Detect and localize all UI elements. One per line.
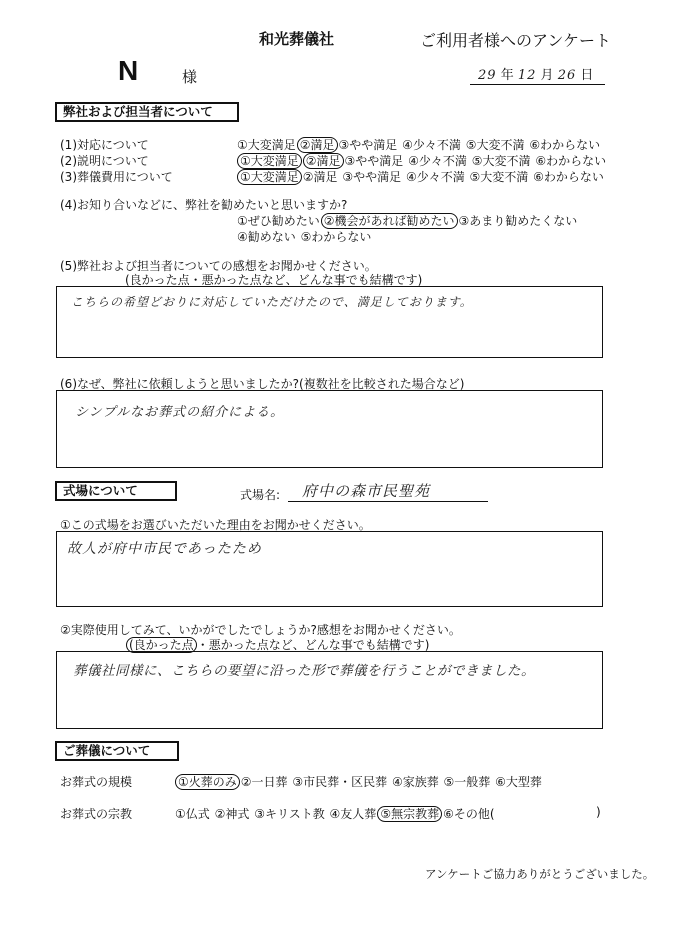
q3-option-2[interactable]: ②満足 bbox=[302, 170, 338, 184]
section-heading-venue: 式場について bbox=[55, 481, 177, 501]
q1-option-3[interactable]: ③やや満足 bbox=[338, 138, 398, 152]
religion-option-6[interactable]: ⑥その他( bbox=[443, 807, 495, 821]
date-month: 12 bbox=[517, 68, 537, 83]
q2-option-1-selected[interactable]: ①大変満足 bbox=[237, 153, 302, 169]
scale-options bbox=[175, 773, 543, 790]
q3-label: (3)葬儀費用について bbox=[60, 170, 173, 184]
thanks-message: アンケートご協力ありがとうございました。 bbox=[425, 867, 655, 881]
survey-title: ご利用者様へのアンケート bbox=[420, 31, 612, 50]
date-day: 26 bbox=[557, 68, 577, 83]
q5-answer-box[interactable] bbox=[56, 286, 603, 358]
q1-option-6[interactable]: ⑥わからない bbox=[529, 138, 601, 152]
q2-label: (2)説明について bbox=[60, 154, 149, 168]
venue-q2-note-circled: (良かった点 bbox=[126, 637, 197, 653]
q4-question: (4)お知り合いなどに、弊社を勧めたいと思いますか? bbox=[60, 198, 348, 212]
scale-option-4[interactable]: ④家族葬 bbox=[391, 775, 439, 789]
q1-option-5[interactable]: ⑤大変不満 bbox=[465, 138, 525, 152]
q4-option-1[interactable]: ①ぜひ勧めたい bbox=[237, 214, 320, 228]
venue-value[interactable]: 府中の森市民聖苑 bbox=[302, 482, 431, 500]
venue-q2-answer: 葬儀社同様に、こちらの要望に沿った形で葬儀を行うことができました。 bbox=[73, 663, 535, 679]
q6-question: (6)なぜ、弊社に依頼しようと思いましたか?(複数社を比較された場合など) bbox=[60, 377, 465, 391]
q1-options bbox=[237, 136, 601, 153]
scale-option-1-selected[interactable]: ①火葬のみ bbox=[175, 774, 240, 790]
venue-q2-answer-box[interactable] bbox=[56, 651, 603, 729]
q4-option-5[interactable]: ⑤わからない bbox=[300, 230, 372, 244]
q4-options-line2 bbox=[237, 228, 372, 245]
scale-option-3[interactable]: ③市民葬・区民葬 bbox=[292, 775, 388, 789]
religion-option-1[interactable]: ①仏式 bbox=[175, 807, 210, 821]
q2-option-5[interactable]: ⑤大変不満 bbox=[471, 154, 531, 168]
religion-label: お葬式の宗教 bbox=[60, 807, 133, 821]
q1-label: (1)対応について bbox=[60, 138, 149, 152]
religion-option-2[interactable]: ②神式 bbox=[214, 807, 250, 821]
date-underline bbox=[470, 84, 605, 85]
q1-option-2-selected[interactable]: ②満足 bbox=[297, 137, 338, 153]
q3-option-6[interactable]: ⑥わからない bbox=[533, 170, 604, 184]
q4-option-2-selected[interactable]: ②機会があれば勧めたい bbox=[321, 213, 458, 229]
q5-question: (5)弊社および担当者についての感想をお聞かせください。 bbox=[60, 259, 377, 273]
religion-option-5-selected[interactable]: ⑤無宗教葬 bbox=[377, 806, 442, 822]
q2-option-4[interactable]: ④少々不満 bbox=[408, 154, 467, 168]
religion-option-3[interactable]: ③キリスト教 bbox=[254, 807, 325, 821]
scale-option-5[interactable]: ⑤一般葬 bbox=[443, 775, 491, 789]
religion-option-4[interactable]: ④友人葬 bbox=[329, 807, 377, 821]
honorific: 様 bbox=[182, 68, 198, 86]
scale-option-2[interactable]: ②一日葬 bbox=[240, 775, 288, 789]
venue-q1-question: ①この式場をお選びいただいた理由をお聞かせください。 bbox=[60, 518, 371, 532]
venue-q2-note-rest: ・悪かった点など、どんな事でも結構です) bbox=[196, 638, 430, 652]
q6-answer: シンプルなお葬式の紹介による。 bbox=[75, 405, 285, 420]
q2-options bbox=[237, 152, 607, 169]
q3-option-3[interactable]: ③やや満足 bbox=[342, 170, 402, 184]
date-year: 29 bbox=[478, 68, 497, 83]
religion-options bbox=[175, 805, 496, 822]
venue-q1-answer: 故人が府中市民であったため bbox=[67, 541, 262, 557]
q3-option-4[interactable]: ④少々不満 bbox=[405, 170, 465, 184]
q4-option-3[interactable]: ③あまり勧めたくない bbox=[458, 214, 578, 228]
q4-option-4[interactable]: ④勧めない bbox=[237, 230, 296, 244]
scale-option-6[interactable]: ⑥大型葬 bbox=[495, 775, 542, 789]
q1-option-1[interactable]: ①大変満足 bbox=[237, 138, 296, 152]
q5-note: (良かった点・悪かった点など、どんな事でも結構です) bbox=[125, 273, 423, 287]
q3-option-5[interactable]: ⑤大変不満 bbox=[469, 170, 529, 184]
q2-option-2-selected[interactable]: ②満足 bbox=[303, 153, 344, 169]
q3-options bbox=[237, 168, 605, 185]
q2-option-3[interactable]: ③やや満足 bbox=[344, 154, 404, 168]
date-field bbox=[478, 64, 593, 83]
q6-answer-box[interactable] bbox=[56, 390, 603, 468]
q2-option-6[interactable]: ⑥わからない bbox=[535, 154, 607, 168]
date-month-label: 月 bbox=[540, 68, 554, 83]
customer-initial: N bbox=[118, 55, 139, 86]
date-day-label: 日 bbox=[580, 68, 594, 83]
venue-q2-question: ②実際使用してみて、いかがでしたでしょうか?感想をお聞かせください。 bbox=[60, 623, 461, 637]
q4-options-line1 bbox=[237, 212, 578, 229]
scale-label: お葬式の規模 bbox=[60, 775, 133, 789]
venue-q1-answer-box[interactable] bbox=[56, 531, 603, 607]
venue-label: 式場名: bbox=[240, 488, 281, 502]
q1-option-4[interactable]: ④少々不満 bbox=[402, 138, 461, 152]
q3-option-1-selected[interactable]: ①大変満足 bbox=[237, 169, 302, 185]
section-heading-funeral: ご葬儀について bbox=[55, 741, 179, 761]
q5-answer: こちらの希望どおりに対応していただけたので、満足しております。 bbox=[71, 295, 473, 309]
venue-underline bbox=[288, 501, 488, 502]
company-name: 和光葬儀社 bbox=[259, 30, 335, 48]
section-heading-company: 弊社および担当者について bbox=[55, 102, 239, 122]
date-year-label: 年 bbox=[500, 68, 514, 83]
religion-other-close: ) bbox=[596, 805, 601, 819]
